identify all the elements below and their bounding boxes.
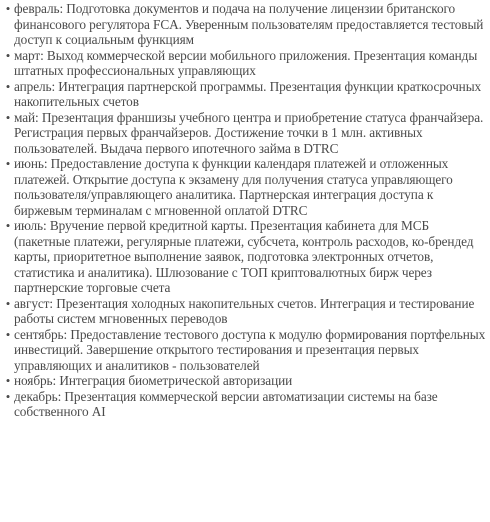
roadmap-item-july xyxy=(2,218,488,296)
bullet-icon: • xyxy=(5,47,11,63)
bullet-icon: • xyxy=(5,78,11,94)
bullet-icon: • xyxy=(5,109,11,125)
roadmap-item-may xyxy=(2,110,488,157)
roadmap-item-text: декабрь: Презентация коммерческой версии автоматизации системы на базе собственного AI xyxy=(14,388,438,419)
roadmap-list xyxy=(2,1,488,420)
bullet-icon: • xyxy=(5,156,11,171)
roadmap-item-august xyxy=(2,296,488,327)
roadmap-item-text: июль: Вручение первой кредитной карты. Презентация кабинета для МСБ (пакетные платежи, регулярные платежи, субсчета, контроль расходов, ко-брендед карты, приоритетное выполнение заявок, подготовка электронных отчетов, статистика и аналитика). Шлюзование с ТОП криптовалютных бирж через партнерские торговые счета xyxy=(14,218,474,295)
bullet-icon: • xyxy=(5,295,11,311)
roadmap-item-text: ноябрь: Интеграция биометрической авторизации xyxy=(14,373,293,388)
roadmap-item-text: август: Презентация холодных накопительных счетов. Интеграция и тестирование работы систем мгновенных переводов xyxy=(14,295,475,326)
roadmap-item-february xyxy=(2,1,488,48)
roadmap-item-december xyxy=(2,389,488,420)
bullet-icon: • xyxy=(5,218,11,233)
bullet-icon: • xyxy=(5,388,11,404)
bullet-icon: • xyxy=(5,326,11,342)
roadmap-item-june xyxy=(2,156,488,218)
roadmap-item-text: март: Выход коммерческой версии мобильного приложения. Презентация команды штатных профессиональных управляющих xyxy=(14,47,478,78)
roadmap-item-september xyxy=(2,327,488,374)
bullet-icon: • xyxy=(5,373,11,388)
roadmap-item-text: июнь: Предоставление доступа к функции календаря платежей и отложенных платежей. Открытие доступа к экзамену для получения статуса управляющего пользователя/управляющего аналитика. Партнерская интеграция доступа к биржевым терминалам с мгновенной оплатой DTRC xyxy=(14,156,453,218)
roadmap-item-text: апрель: Интеграция партнерской программы. Презентация функции краткосрочных накопительных счетов xyxy=(14,78,482,109)
bullet-icon: • xyxy=(5,1,11,16)
roadmap-item-text: май: Презентация франшизы учебного центра и приобретение статуса франчайзера. Регистрация первых франчайзеров. Достижение точки в 1 млн. активных пользователей. Выдача первого ипотечного займа в DTRC xyxy=(14,109,484,156)
roadmap-item-text: сентябрь: Предоставление тестового доступа к модулю формирования портфельных инвестиций. Завершение открытого тестирования и презентация первых управляющих и аналитиков - пользователей xyxy=(14,326,486,373)
roadmap-item-text: февраль: Подготовка документов и подача на получение лицензии британского финансового регулятора FCA. Уверенным пользователям предоставляется тестовый доступ к социальным функциям xyxy=(14,1,484,47)
roadmap-item-april xyxy=(2,79,488,110)
roadmap-item-november xyxy=(2,373,488,389)
roadmap-item-march xyxy=(2,48,488,79)
